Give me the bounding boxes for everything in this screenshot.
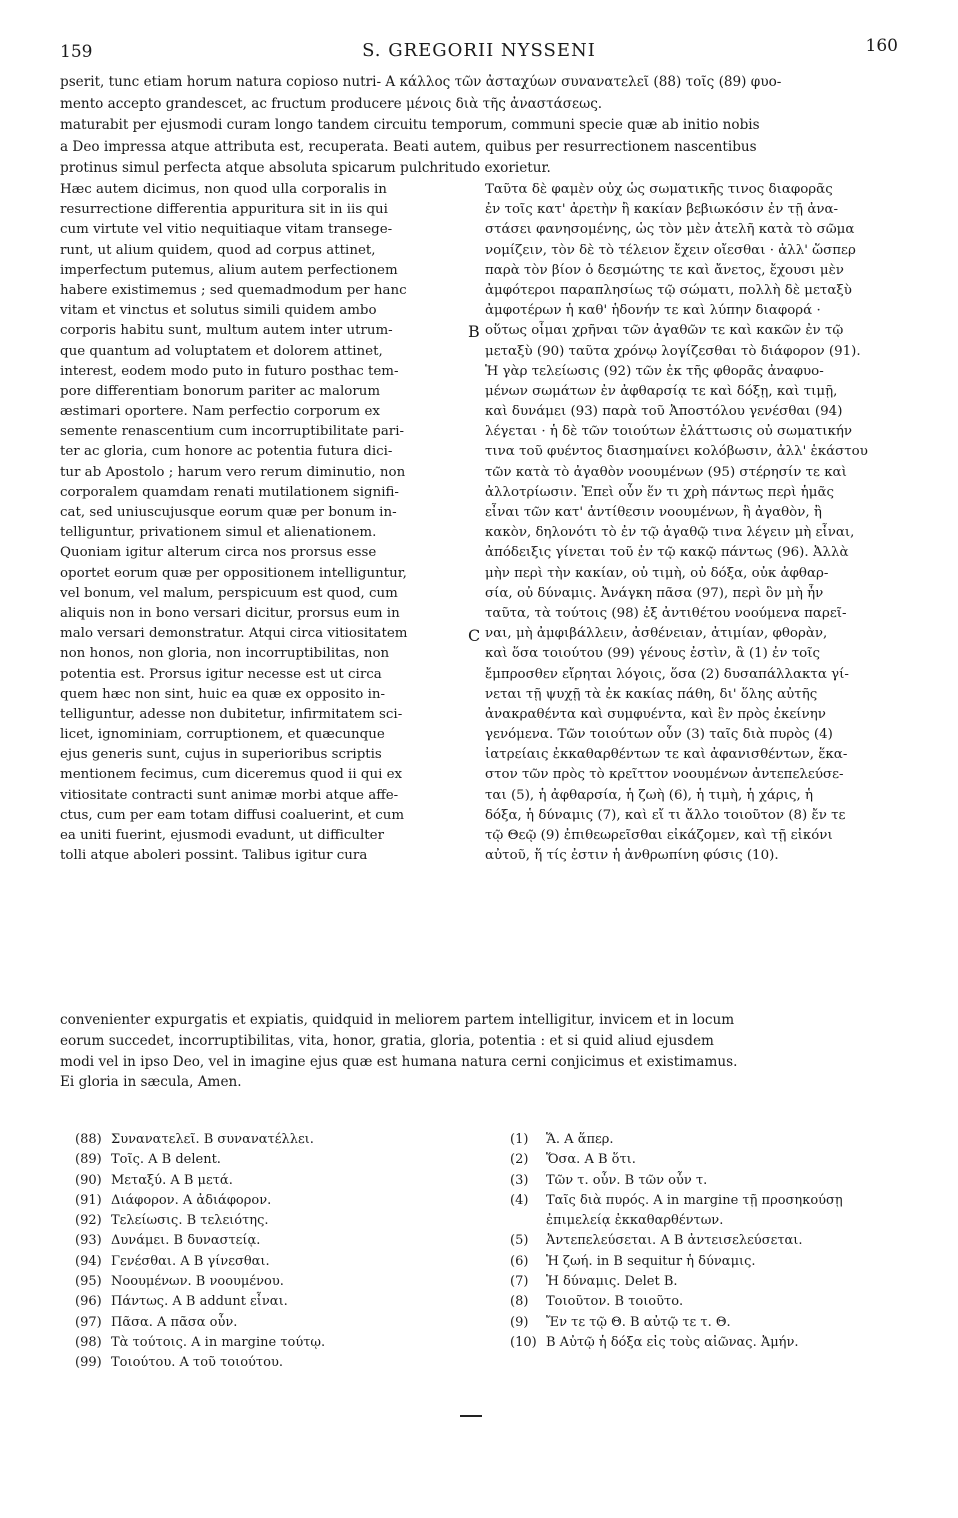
footnote xyxy=(75,1191,495,1211)
text-line: ἀνακραθέντα καὶ συμφυέντα, καὶ ἓν πρὸς ἐκείνην xyxy=(485,706,826,722)
footnote-number: (2) xyxy=(510,1152,529,1168)
text-line: παρὰ τὸν βίον ὁ δεσμώτης τε καὶ ἄνετος, ἔχουσι μὲν xyxy=(485,262,844,278)
footnote xyxy=(75,1130,495,1150)
footnote-text: Τῶν τ. οὖν. B τῶν οὖν τ. xyxy=(546,1172,708,1188)
footnote xyxy=(75,1313,495,1333)
footnote-number: (93) xyxy=(75,1233,102,1249)
footnote-text: Ταῖς διὰ πυρός. A in margine τῇ προσηκούσῃ xyxy=(546,1192,843,1208)
text-line: δόξα, ἡ δύναμις (7), καὶ εἴ τι ἄλλο τοιοῦτον (8) ἔν τε xyxy=(485,807,846,823)
text-line: ται (5), ἡ ἀφθαρσία, ἡ ζωὴ (6), ἡ τιμὴ, ἡ χάρις, ἡ xyxy=(485,787,814,803)
footnote-text: Ἀντεπελεύσεται. A B ἀντεισελεύσεται. xyxy=(546,1233,803,1249)
text-line: convenienter expurgatis et expiatis, quidquid in meliorem partem intelligitur, invicem et in locum xyxy=(60,1012,735,1028)
footnote-text: Ἡ ζωή. in B sequitur ἡ δύναμις. xyxy=(546,1253,756,1269)
footnote xyxy=(75,1171,495,1191)
text-line: στάσει φανησομένης, ὡς τὸν μὲν ἀτελῆ κατὰ τὸ σῶμα xyxy=(485,222,855,238)
text-line: ea uniti fuerint, ejusmodi evadunt, ut difficulter xyxy=(60,828,384,843)
text-line: corporis habitu sunt, multum autem inter utrum- xyxy=(60,323,393,339)
text-line: pserit, tunc etiam horum natura copioso nutri- A κάλλος τῶν ἀσταχύων συνανατελεῖ (88) τοῖς (89) φυο- xyxy=(60,74,782,90)
footnote xyxy=(75,1252,495,1272)
text-line: στον τῶν πρὸς τὸ κρεῖττον νοουμένων ἀντεπελεύσε- xyxy=(485,767,844,783)
text-line: vitiositate contracti sunt animæ morbi atque affe- xyxy=(60,787,399,803)
text-line: καὶ δυνάμει (93) παρὰ τοῦ Ἀποστόλου γενέσθαι (94) xyxy=(485,404,843,420)
footnote xyxy=(510,1272,930,1292)
closing-text xyxy=(60,1010,902,1073)
footnote-text: Δυνάμει. B δυναστείᾳ. xyxy=(111,1233,261,1249)
text-line: corporalem quamdam renati mutilationem signifi- xyxy=(60,484,399,500)
text-line: ἰατρείαις ἐκκαθαρθέντων τε καὶ ἀφανισθέντων, ἕκα- xyxy=(485,747,848,763)
parallel-columns xyxy=(60,180,902,864)
text-line: que quantum ad voluptatem et dolorem attinet, xyxy=(60,343,383,359)
text-line: tur ab Apostolo ; harum vero rerum diminutio, non xyxy=(60,464,406,480)
footnote-number: (9) xyxy=(510,1314,529,1330)
footnote-text: Ἡ δύναμις. Delet B. xyxy=(546,1274,678,1290)
text-line: eorum succedet, incorruptibilitas, vita, honor, gratia, gloria, potentia : et si quid aliud ejusdem xyxy=(60,1033,714,1049)
text-line: runt, ut alium quidem, quod ad corpus attinet, xyxy=(60,242,376,258)
text-line: telliguntur, adesse non dubitetur, infirmitatem sci- xyxy=(60,706,403,722)
text-line: μένων σωμάτων ἐν ἀφθαρσίᾳ τε καὶ δόξῃ, καὶ τιμῇ, xyxy=(485,383,838,399)
text-line: a Deo impressa atque attributa est, recuperata. Beati autem, quibus per resurrectionem nascentibus xyxy=(60,138,757,155)
text-line: ter ac gloria, cum honore ac potentia futura dici- xyxy=(60,444,393,460)
footnote-number: (91) xyxy=(75,1192,102,1208)
footnote-text: Τελείωσις. B τελειότης. xyxy=(111,1213,269,1229)
text-line: vel bonum, vel malum, perspicuum est quod, cum xyxy=(60,585,398,601)
running-title: S. GREGORII NYSSENI xyxy=(362,40,596,61)
text-line: ἔμπροσθεν εἴρηται λόγοις, ὅσα (2) δυσαπάλλακτα γί- xyxy=(485,666,849,682)
footnote xyxy=(510,1150,930,1170)
footnote-number: (94) xyxy=(75,1253,102,1269)
footnote-text: Τοῖς. A B delent. xyxy=(111,1152,221,1168)
running-header xyxy=(60,36,898,66)
footnote-text: Πάντως. A B addunt εἶναι. xyxy=(111,1294,288,1310)
page-number-right: 160 xyxy=(865,36,898,56)
footnote xyxy=(75,1211,495,1231)
text-line: aliquis non in bono versari dicitur, prorsus eum in xyxy=(60,605,400,621)
footnote-text: Μεταξύ. A B μετά. xyxy=(111,1172,233,1188)
text-line: licet, ignominiam, corruptionem, et quæcunque xyxy=(60,727,385,743)
text-line: ναι, μὴ ἀμφιβάλλειν, ἀσθένειαν, ἀτιμίαν, φθορὰν, xyxy=(485,626,828,642)
text-line: ἀπόδειξις γίνεται τοῦ ἐν τῷ κακῷ πάντως (96). Ἀλλὰ xyxy=(485,545,849,561)
text-line: αὐτοῦ, ἥ τίς ἐστιν ἡ ἀνθρωπίνη φύσις (10). xyxy=(485,848,779,864)
footnote xyxy=(510,1130,930,1150)
text-line: malo versari demonstratur. Atqui circa vitiositatem xyxy=(60,626,408,642)
text-line: εἶναι τῶν κατ' ἀντίθεσιν νοουμένων, ἢ ἀγαθὸν, ἢ xyxy=(485,505,822,520)
footnote xyxy=(75,1272,495,1292)
text-line: ἐν τοῖς κατ' ἀρετὴν ἢ κακίαν βεβιωκόσιν ἐν τῇ ἀνα- xyxy=(485,202,839,218)
footnote-number: (95) xyxy=(75,1274,102,1290)
margin-letter-b: B xyxy=(468,322,480,341)
footnote xyxy=(510,1211,930,1231)
footnote-number: (90) xyxy=(75,1172,102,1188)
text-line: ἀμφότεροι παραπλησίως τῷ σώματι, πολλὴ δὲ μεταξὺ xyxy=(485,282,852,298)
page-number-left: 159 xyxy=(60,42,93,62)
margin-letter-c: C xyxy=(468,626,481,645)
footnote-number: (4) xyxy=(510,1192,529,1208)
text-line: telliguntur, privationem simul et alienationem. xyxy=(60,525,377,541)
footnote-text: Πᾶσα. A πᾶσα οὖν. xyxy=(111,1314,238,1330)
text-line: νεται τῇ ψυχῇ τὰ ἐκ κακίας πάθη, δι' ὅλης αὐτῆς xyxy=(485,686,818,702)
footnote xyxy=(75,1150,495,1170)
footnote-number: (97) xyxy=(75,1314,102,1330)
opening-text xyxy=(60,72,902,180)
text-line: μὴν περὶ τὴν κακίαν, οὐ τιμὴ, οὐ δόξα, οὐκ ἀφθαρ- xyxy=(485,565,829,581)
latin-column xyxy=(60,180,465,866)
footnote-text: Ἔν τε τῷ Θ. B αὐτῷ τε τ. Θ. xyxy=(546,1314,731,1330)
footnotes-left xyxy=(75,1130,495,1374)
footnote-number: (10) xyxy=(510,1334,537,1350)
footnote-text: Ἅ. A ἅπερ. xyxy=(546,1132,614,1147)
footnote xyxy=(510,1231,930,1251)
footnote-text: Νοουμένων. B νοουμένου. xyxy=(111,1274,284,1290)
page-end-rule xyxy=(460,1415,482,1417)
text-line: καὶ ὅσα τοιούτου (99) γένους ἐστὶν, ἃ (1) ἐν τοῖς xyxy=(485,646,820,662)
text-line: oportet eorum quæ per oppositionem intelliguntur, xyxy=(60,565,407,581)
footnote-number: (3) xyxy=(510,1172,529,1188)
footnote-number: (88) xyxy=(75,1132,102,1147)
text-line: non honos, non gloria, non incorruptibilitas, non xyxy=(60,646,390,662)
text-line: maturabit per ejusmodi curam longo tandem circuitu temporum, communi specie quæ ab initio nobis xyxy=(60,117,760,134)
text-line: ejus generis sunt, cujus in superioribus scriptis xyxy=(60,747,382,763)
footnotes-right xyxy=(510,1130,930,1353)
text-line: habere existimemus ; sed quemadmodum per hanc xyxy=(60,282,407,298)
footnote-number: (99) xyxy=(75,1355,102,1371)
text-line: protinus simul perfecta atque absoluta spicarum pulchritudo exorietur. xyxy=(60,160,551,177)
text-line: κακὸν, δηλονότι τὸ ἐν τῷ ἀγαθῷ τινα λέγειν μὴ εἶναι, xyxy=(485,525,855,541)
text-line: mento accepto grandescet, ac fructum producere μένοις διὰ τῆς ἀναστάσεως. xyxy=(60,95,603,112)
footnote-number: (7) xyxy=(510,1274,529,1290)
text-line: resurrectione differentia appuritura sit in iis qui xyxy=(60,202,388,218)
footnote xyxy=(75,1292,495,1312)
doxology-line: Ei gloria in sæcula, Amen. xyxy=(60,1074,242,1090)
text-line: ctus, cum per eam totam diffusi coaluerint, et cum xyxy=(60,807,405,823)
footnote-text: ἐπιμελείᾳ ἐκκαθαρθέντων. xyxy=(546,1213,724,1229)
text-line: Quoniam igitur alterum circa nos prorsus esse xyxy=(60,545,377,561)
footnote-number: (96) xyxy=(75,1294,102,1310)
footnote xyxy=(75,1333,495,1353)
footnote-text: Ὅσα. A B ὅτι. xyxy=(546,1152,636,1168)
footnote-text: Συνανατελεῖ. B συνανατέλλει. xyxy=(111,1132,314,1147)
text-line: imperfectum putemus, alium autem perfectionem xyxy=(60,262,398,278)
footnote-text: B Αὐτῷ ἡ δόξα εἰς τοὺς αἰῶνας. Ἀμήν. xyxy=(546,1334,799,1350)
text-line: modi vel in ipso Deo, vel in imagine ejus quæ est humana natura cerni conjicimus et existimamus. xyxy=(60,1054,738,1070)
text-line: semente renascentium cum incorruptibilitate pari- xyxy=(60,424,405,440)
text-line: mentionem fecimus, cum diceremus quod ii qui ex xyxy=(60,767,403,783)
footnote-number: (6) xyxy=(510,1253,529,1269)
text-line: potentia est. Prorsus igitur necesse est ut circa xyxy=(60,666,382,682)
footnote-number: (8) xyxy=(510,1294,529,1310)
text-line: pore differentiam bonorum pariter ac malorum xyxy=(60,383,381,399)
text-line: tolli atque aboleri possint. Talibus igitur cura xyxy=(60,848,368,864)
footnote xyxy=(510,1191,930,1211)
footnote-text: Τὰ τούτοις. A in margine τούτῳ. xyxy=(111,1334,326,1350)
text-line: cat, sed uniuscujusque eorum quæ per bonum in- xyxy=(60,505,397,520)
text-line: νομίζειν, τὸν δὲ τὸ τέλειον ἔχειν οἴεσθαι · ἀλλ' ὥσπερ xyxy=(485,242,856,258)
text-line: Ταῦτα δὲ φαμὲν οὐχ ὡς σωματικῆς τινος διαφορᾶς xyxy=(485,182,833,197)
footnote-text: Τοιούτου. A τοῦ τοιούτου. xyxy=(111,1355,283,1371)
text-line: æstimari oportere. Nam perfectio corporum ex xyxy=(60,404,380,420)
text-line: cum virtute vel vitio nequitiaque vitam transege- xyxy=(60,222,393,238)
text-line: γενόμενα. Τῶν τοιούτων οὖν (3) ταῖς διὰ πυρὸς (4) xyxy=(485,727,833,743)
text-line: τῷ Θεῷ (9) ἐπιθεωρεῖσθαι εἰκάζομεν, καὶ τῇ εἰκόνι xyxy=(485,828,833,843)
footnote xyxy=(510,1333,930,1353)
greek-column xyxy=(485,180,903,866)
footnote-number: (98) xyxy=(75,1334,102,1350)
text-line: interest, eodem modo puto in futuro posthac tem- xyxy=(60,363,399,379)
footnote-text: Τοιοῦτον. B τοιοῦτο. xyxy=(546,1294,684,1310)
text-line: οὕτως οἶμαι χρῆναι τῶν ἀγαθῶν τε καὶ κακῶν ἐν τῷ xyxy=(485,323,844,339)
text-line: Ἡ γὰρ τελείωσις (92) τῶν ἐκ τῆς φθορᾶς ἀναφυο- xyxy=(485,363,824,379)
footnote xyxy=(510,1292,930,1312)
text-line: Hæc autem dicimus, non quod ulla corporalis in xyxy=(60,182,387,197)
text-line: τινα τοῦ φυέντος διασημαίνει κολόβωσιν, ἀλλ' ἑκάστου xyxy=(485,444,868,460)
text-line: σία, οὐ δύναμις. Ἀνάγκη πᾶσα (97), περὶ ὃν μὴ ἦν xyxy=(485,585,824,601)
footnote xyxy=(75,1353,495,1373)
text-line: ἀλλοτρίωσιν. Ἐπεὶ οὖν ἕν τι χρὴ πάντως περὶ ἡμᾶς xyxy=(485,484,835,500)
text-line: τῶν κατὰ τὸ ἀγαθὸν νοουμένων (95) στέρησίν τε καὶ xyxy=(485,464,847,480)
footnote-number: (1) xyxy=(510,1132,529,1147)
footnote xyxy=(510,1313,930,1333)
text-line: ἀμφοτέρων ἡ καθ' ἡδονήν τε καὶ λύπην διαφορά · xyxy=(485,303,821,319)
footnote-number: (92) xyxy=(75,1213,102,1229)
text-line: quem hæc non sint, huic ea quæ ex opposito in- xyxy=(60,686,386,702)
text-line: λέγεται · ἡ δὲ τῶν τοιούτων ἐλάττωσις οὐ σωματικήν xyxy=(485,424,853,440)
text-line: vitam et vinctus et solutus simili quidem ambo xyxy=(60,303,377,319)
text-line: ταῦτα, τὰ τούτοις (98) ἐξ ἀντιθέτου νοούμενα παρεῖ- xyxy=(485,605,847,621)
footnote-number: (89) xyxy=(75,1152,102,1168)
footnote-text: Διάφορον. A ἀδιάφορον. xyxy=(111,1192,272,1208)
footnote-number: (5) xyxy=(510,1233,529,1249)
footnote xyxy=(75,1231,495,1251)
footnote xyxy=(510,1252,930,1272)
text-line: μεταξὺ (90) ταῦτα χρόνῳ λογίζεσθαι τὸ διάφορον (91). xyxy=(485,343,861,359)
footnote-text: Γενέσθαι. A B γίνεσθαι. xyxy=(111,1253,270,1269)
footnote xyxy=(510,1171,930,1191)
